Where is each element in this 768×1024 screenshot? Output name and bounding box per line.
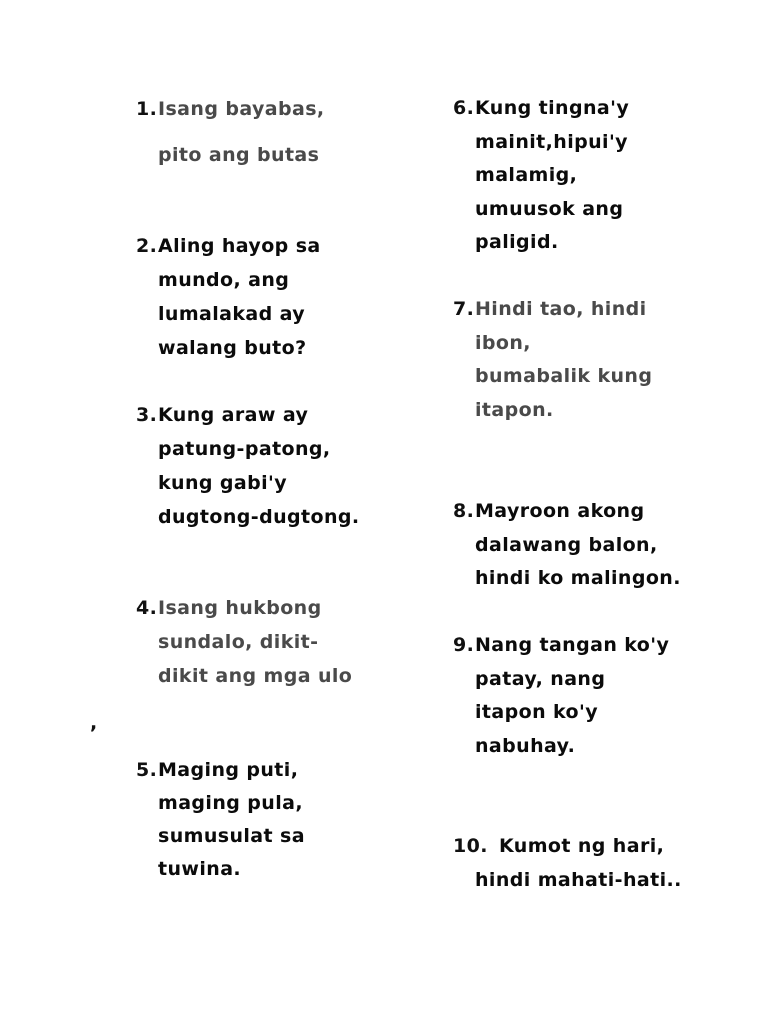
riddle-line: dugtong-dugtong.: [158, 506, 360, 528]
riddle-line: tuwina.: [158, 858, 242, 880]
riddle-number: 9.: [453, 634, 475, 656]
riddle-number: 8.: [453, 500, 475, 522]
riddle-line: bumabalik kung: [475, 365, 653, 387]
riddle-line: walang buto?: [158, 337, 307, 359]
riddle-line: Maging puti,: [158, 759, 299, 781]
riddle-line: dalawang balon,: [475, 534, 658, 556]
riddle-line: maging pula,: [158, 792, 303, 814]
riddle-line: kung gabi'y: [158, 472, 288, 494]
riddle-line: umuusok ang: [475, 198, 624, 220]
riddle-line: Kung tingna'y: [475, 97, 630, 119]
riddle-line: pito ang butas: [158, 144, 320, 166]
riddle-line: itapon.: [475, 399, 554, 421]
riddle-line: paligid.: [475, 231, 559, 253]
riddle-line: sundalo, dikit-: [158, 631, 319, 653]
riddle-number: 4.: [136, 597, 158, 619]
riddle-number: 10.: [453, 835, 488, 857]
riddle-line: ibon,: [475, 332, 531, 354]
riddle-line: patung-patong,: [158, 438, 331, 460]
riddle-line: lumalakad ay: [158, 303, 306, 325]
stray-comma-mark: ,: [90, 712, 98, 734]
riddle-line: hindi mahati-hati..: [475, 869, 682, 891]
riddle-number: 2.: [136, 235, 158, 257]
riddle-line: Isang bayabas,: [158, 98, 325, 120]
riddle-number: 1.: [136, 98, 158, 120]
riddle-number: 6.: [453, 97, 475, 119]
riddle-line: sumusulat sa: [158, 825, 305, 847]
riddle-line: malamig,: [475, 164, 578, 186]
riddle-line: Kumot ng hari,: [499, 835, 665, 857]
riddle-line: Isang hukbong: [158, 597, 322, 619]
riddle-number: 7.: [453, 298, 475, 320]
riddle-line: Nang tangan ko'y: [475, 634, 670, 656]
riddle-number: 5.: [136, 759, 158, 781]
riddle-number: 3.: [136, 404, 158, 426]
riddle-line: itapon ko'y: [475, 701, 598, 723]
riddle-line: Hindi tao, hindi: [475, 298, 647, 320]
riddle-line: Aling hayop sa: [158, 235, 321, 257]
riddle-line: Mayroon akong: [475, 500, 645, 522]
riddle-line: patay, nang: [475, 668, 606, 690]
riddle-line: Kung araw ay: [158, 404, 309, 426]
riddle-line: dikit ang mga ulo: [158, 665, 353, 687]
riddle-line: mundo, ang: [158, 269, 290, 291]
riddle-line: mainit,hipui'y: [475, 131, 628, 153]
riddle-line: hindi ko malingon.: [475, 567, 681, 589]
riddle-line: nabuhay.: [475, 735, 576, 757]
